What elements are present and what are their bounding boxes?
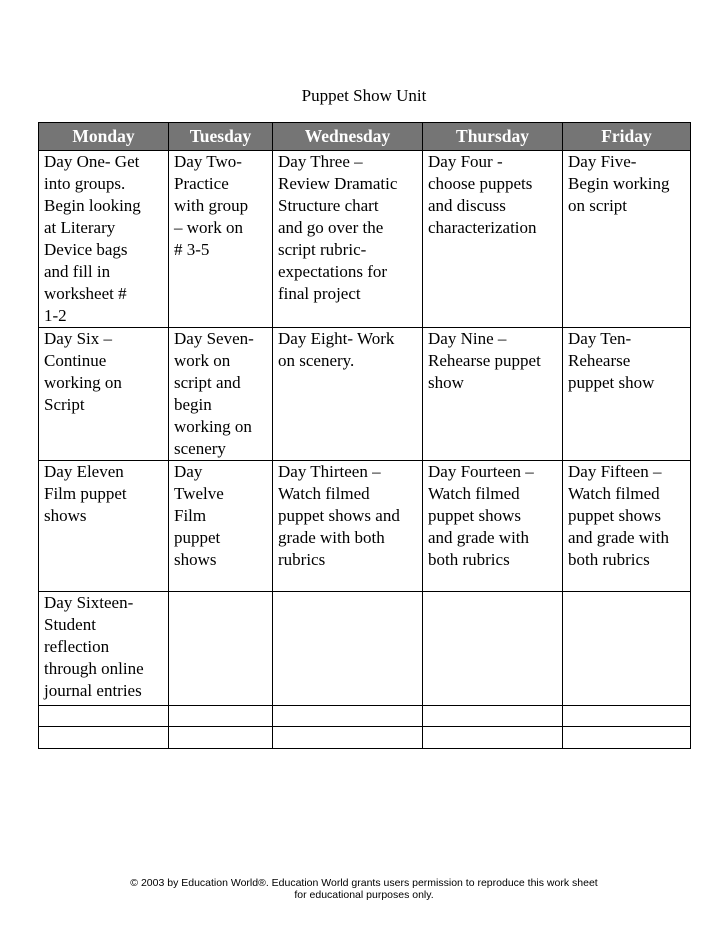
table-row bbox=[39, 706, 691, 727]
table-row bbox=[39, 461, 691, 592]
header-friday: Friday bbox=[563, 123, 691, 151]
table-cell bbox=[39, 727, 169, 749]
table-cell bbox=[563, 592, 691, 706]
copyright-footer bbox=[0, 877, 728, 901]
copyright-line-2: for educational purposes only. bbox=[294, 889, 434, 901]
header-thursday: Thursday bbox=[423, 123, 563, 151]
table-cell: Day Ten- Rehearse puppet show bbox=[563, 328, 691, 461]
table-cell: Day Eight- Work on scenery. bbox=[273, 328, 423, 461]
table-cell: Day Sixteen- Student reflection through online journal entries bbox=[39, 592, 169, 706]
table-cell bbox=[169, 727, 273, 749]
header-tuesday: Tuesday bbox=[169, 123, 273, 151]
table-cell: Day Fourteen – Watch filmed puppet shows and grade with both rubrics bbox=[423, 461, 563, 592]
table-cell: Day One- Get into groups. Begin looking at Literary Device bags and fill in worksheet # 1-2 bbox=[39, 151, 169, 328]
table-cell bbox=[169, 706, 273, 727]
table-cell bbox=[39, 706, 169, 727]
table-cell bbox=[273, 706, 423, 727]
table-cell bbox=[563, 706, 691, 727]
table-cell: Day Twelve Film puppet shows bbox=[169, 461, 273, 592]
table-cell: Day Five- Begin working on script bbox=[563, 151, 691, 328]
table-cell: Day Seven- work on script and begin working on scenery bbox=[169, 328, 273, 461]
header-monday: Monday bbox=[39, 123, 169, 151]
table-cell bbox=[563, 727, 691, 749]
table-cell: Day Four - choose puppets and discuss characterization bbox=[423, 151, 563, 328]
schedule-table bbox=[38, 122, 691, 749]
table-cell bbox=[423, 592, 563, 706]
table-row bbox=[39, 151, 691, 328]
table-cell bbox=[273, 592, 423, 706]
header-row bbox=[39, 123, 691, 151]
table-cell: Day Two- Practice with group – work on # 3-5 bbox=[169, 151, 273, 328]
table-cell: Day Fifteen – Watch filmed puppet shows and grade with both rubrics bbox=[563, 461, 691, 592]
table-cell bbox=[169, 592, 273, 706]
table-cell: Day Eleven Film puppet shows bbox=[39, 461, 169, 592]
table-cell: Day Nine – Rehearse puppet show bbox=[423, 328, 563, 461]
copyright-line-1: © 2003 by Education World®. Education World grants users permission to reproduce this work sheet bbox=[130, 877, 598, 889]
table-cell: Day Six – Continue working on Script bbox=[39, 328, 169, 461]
table-cell bbox=[423, 727, 563, 749]
page-title: Puppet Show Unit bbox=[301, 86, 427, 105]
table-row bbox=[39, 592, 691, 706]
table-row bbox=[39, 727, 691, 749]
table-cell: Day Three – Review Dramatic Structure chart and go over the script rubric- expectations for final project bbox=[273, 151, 423, 328]
header-wednesday: Wednesday bbox=[273, 123, 423, 151]
table-cell bbox=[423, 706, 563, 727]
table-cell bbox=[273, 727, 423, 749]
table-cell: Day Thirteen – Watch filmed puppet shows and grade with both rubrics bbox=[273, 461, 423, 592]
table-row bbox=[39, 328, 691, 461]
